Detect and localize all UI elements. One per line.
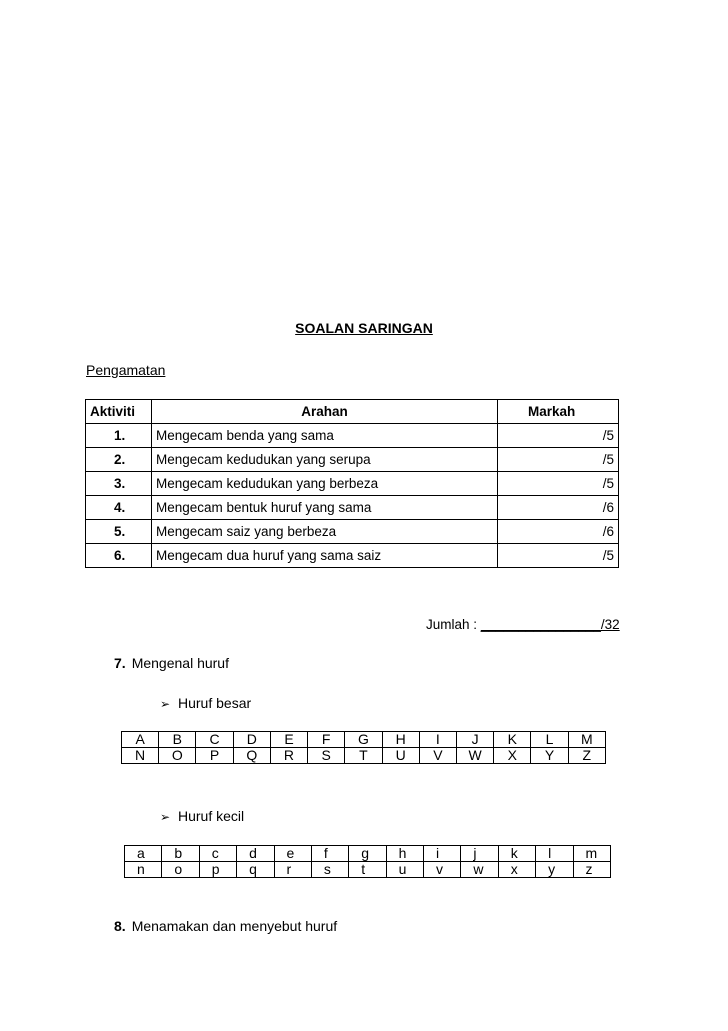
letter-cell: K: [494, 732, 531, 748]
letter-cell: N: [122, 748, 159, 764]
letter-cell: O: [159, 748, 196, 764]
item-8: [114, 918, 337, 934]
letter-cell: s: [311, 862, 348, 878]
letter-cell: D: [233, 732, 270, 748]
total-blank: ________________: [480, 617, 601, 632]
letter-cell: i: [424, 846, 461, 862]
row-arahan: Mengecam dua huruf yang sama saiz: [152, 544, 498, 568]
letter-cell: y: [536, 862, 573, 878]
letter-cell: c: [199, 846, 236, 862]
letter-cell: w: [461, 862, 498, 878]
item-8-text: Menamakan dan menyebut huruf: [131, 918, 338, 934]
page-title: SOALAN SARINGAN: [295, 320, 433, 336]
letter-cell: A: [122, 732, 159, 748]
item-7-number: 7.: [114, 655, 126, 671]
letter-cell: R: [270, 748, 307, 764]
letter-cell: x: [498, 862, 535, 878]
letter-cell: S: [308, 748, 345, 764]
letter-cell: m: [573, 846, 611, 862]
letter-cell: e: [274, 846, 311, 862]
item-7-text: Mengenal huruf: [131, 655, 229, 671]
row-markah: /5: [498, 448, 619, 472]
letter-cell: p: [199, 862, 236, 878]
bullet-huruf-kecil: [160, 808, 244, 824]
header-markah: Markah: [498, 400, 619, 424]
bullet-huruf-kecil-text: Huruf kecil: [178, 808, 245, 824]
letter-cell: n: [125, 862, 162, 878]
row-markah: /5: [498, 424, 619, 448]
letter-cell: U: [382, 748, 419, 764]
letter-cell: G: [345, 732, 382, 748]
row-arahan: Mengecam benda yang sama: [152, 424, 498, 448]
uppercase-letter-table: [121, 731, 606, 764]
letter-cell: C: [196, 732, 233, 748]
uppercase-row-2: [122, 748, 606, 764]
table-header-row: [86, 400, 619, 424]
row-markah: /6: [498, 496, 619, 520]
header-aktiviti: Aktiviti: [86, 400, 152, 424]
bullet-huruf-besar: [160, 695, 251, 711]
letter-cell: F: [308, 732, 345, 748]
table-row: [86, 424, 619, 448]
letter-cell: J: [456, 732, 493, 748]
letter-cell: M: [568, 732, 605, 748]
letter-cell: H: [382, 732, 419, 748]
letter-cell: o: [162, 862, 199, 878]
item-7: [114, 655, 229, 671]
bullet-huruf-besar-text: Huruf besar: [178, 695, 252, 711]
letter-cell: V: [419, 748, 456, 764]
letter-cell: h: [386, 846, 423, 862]
letter-cell: P: [196, 748, 233, 764]
row-arahan: Mengecam saiz yang berbeza: [152, 520, 498, 544]
total-max: /32: [600, 617, 620, 632]
letter-cell: W: [456, 748, 493, 764]
letter-cell: E: [270, 732, 307, 748]
row-number: 6.: [86, 544, 152, 568]
header-arahan: Arahan: [152, 400, 498, 424]
letter-cell: z: [573, 862, 611, 878]
letter-cell: k: [498, 846, 535, 862]
letter-cell: b: [162, 846, 199, 862]
lowercase-row-2: [125, 862, 611, 878]
letter-cell: t: [349, 862, 386, 878]
letter-cell: X: [494, 748, 531, 764]
letter-cell: r: [274, 862, 311, 878]
row-number: 3.: [86, 472, 152, 496]
letter-cell: u: [386, 862, 423, 878]
item-8-number: 8.: [114, 918, 126, 934]
row-number: 5.: [86, 520, 152, 544]
table-row: [86, 520, 619, 544]
row-markah: /5: [498, 544, 619, 568]
table-row: [86, 448, 619, 472]
arrow-bullet-icon: ➢: [160, 810, 171, 824]
activity-table: [85, 399, 619, 568]
lowercase-row-1: [125, 846, 611, 862]
letter-cell: a: [125, 846, 162, 862]
table-row: [86, 472, 619, 496]
letter-cell: Z: [568, 748, 605, 764]
row-number: 1.: [86, 424, 152, 448]
letter-cell: v: [424, 862, 461, 878]
arrow-bullet-icon: ➢: [160, 697, 171, 711]
lowercase-letter-table: [124, 845, 611, 878]
letter-cell: I: [419, 732, 456, 748]
letter-cell: f: [311, 846, 348, 862]
letter-cell: Y: [531, 748, 568, 764]
total-label: Jumlah :: [426, 617, 481, 632]
table-row: [86, 496, 619, 520]
row-arahan: Mengecam bentuk huruf yang sama: [152, 496, 498, 520]
letter-cell: j: [461, 846, 498, 862]
row-arahan: Mengecam kedudukan yang serupa: [152, 448, 498, 472]
letter-cell: d: [237, 846, 274, 862]
total-line: [426, 617, 620, 632]
row-number: 2.: [86, 448, 152, 472]
row-arahan: Mengecam kedudukan yang berbeza: [152, 472, 498, 496]
letter-cell: Q: [233, 748, 270, 764]
row-number: 4.: [86, 496, 152, 520]
letter-cell: l: [536, 846, 573, 862]
letter-cell: L: [531, 732, 568, 748]
uppercase-row-1: [122, 732, 606, 748]
row-markah: /5: [498, 472, 619, 496]
letter-cell: q: [237, 862, 274, 878]
letter-cell: g: [349, 846, 386, 862]
section-label: Pengamatan: [86, 362, 166, 378]
letter-cell: B: [159, 732, 196, 748]
letter-cell: T: [345, 748, 382, 764]
table-row: [86, 544, 619, 568]
row-markah: /6: [498, 520, 619, 544]
